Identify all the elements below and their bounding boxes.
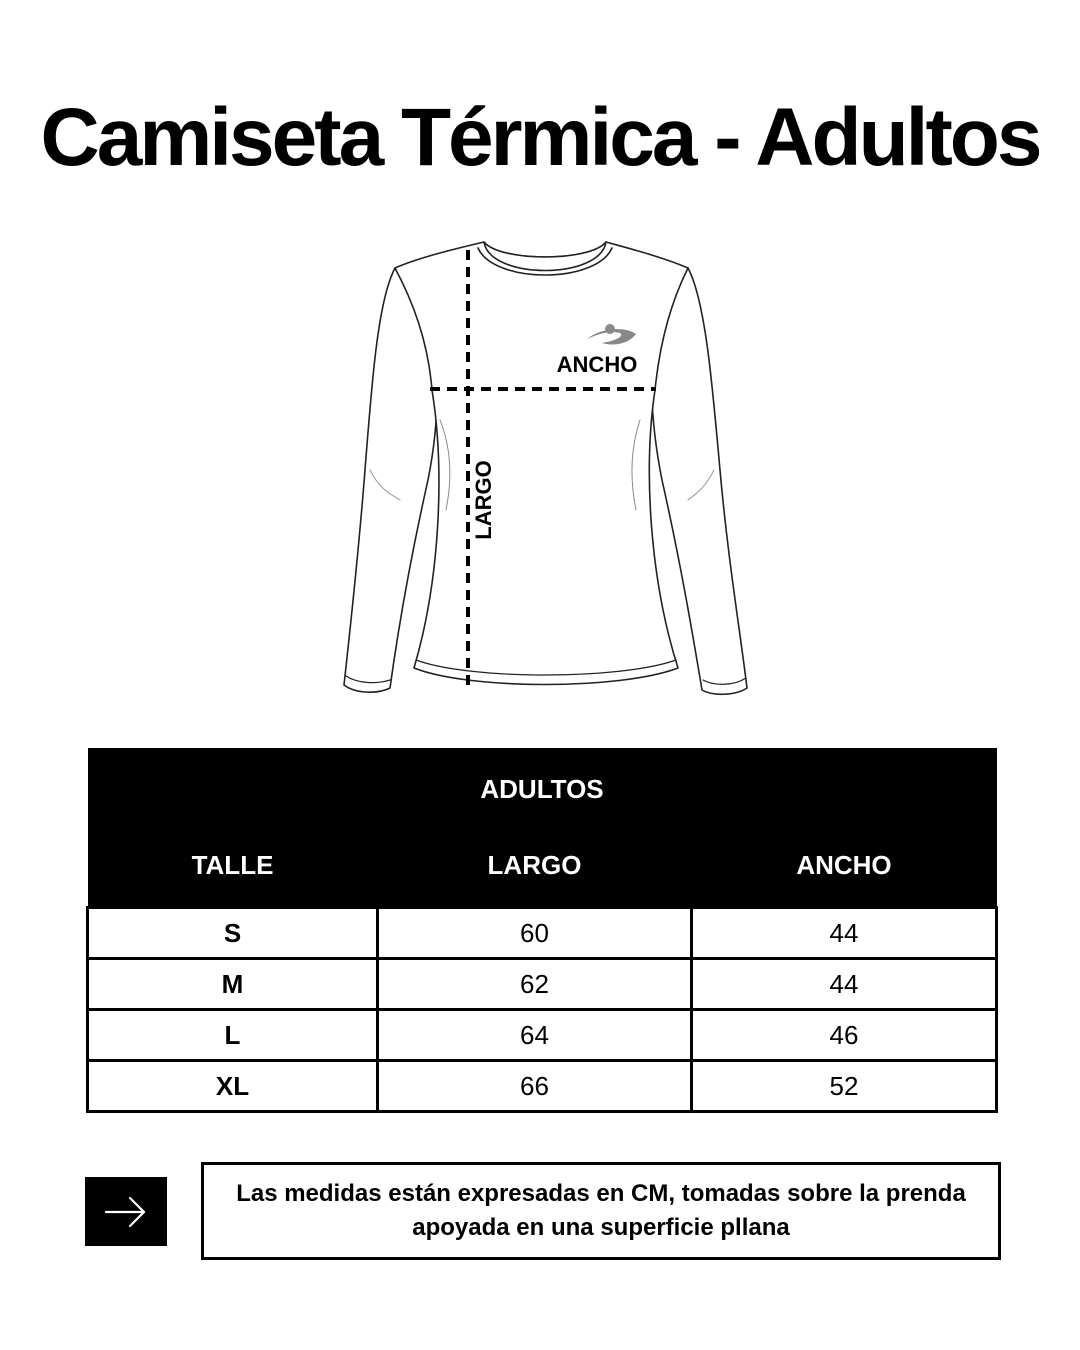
column-header-ancho: ANCHO bbox=[692, 827, 997, 908]
measurement-note bbox=[201, 1162, 1001, 1260]
table-row bbox=[88, 1061, 997, 1112]
size-cell: M bbox=[88, 959, 378, 1010]
size-cell: S bbox=[88, 908, 378, 959]
table-row bbox=[88, 908, 997, 959]
column-header-largo: LARGO bbox=[378, 827, 692, 908]
shirt-diagram bbox=[330, 230, 760, 710]
largo-cell: 64 bbox=[378, 1010, 692, 1061]
ancho-cell: 46 bbox=[692, 1010, 997, 1061]
table-row bbox=[88, 959, 997, 1010]
size-cell: XL bbox=[88, 1061, 378, 1112]
largo-cell: 66 bbox=[378, 1061, 692, 1112]
ancho-cell: 52 bbox=[692, 1061, 997, 1112]
width-label: ANCHO bbox=[556, 352, 638, 377]
page-title: Camiseta Térmica - Adultos bbox=[40, 92, 1040, 183]
measurement-note-text: Las medidas están expresadas en CM, tomadas sobre la prenda apoyada en una superficie pllana bbox=[236, 1180, 966, 1241]
table-row bbox=[88, 1010, 997, 1061]
largo-cell: 60 bbox=[378, 908, 692, 959]
ancho-cell: 44 bbox=[692, 908, 997, 959]
length-label: LARGO bbox=[471, 460, 496, 540]
arrow-right-icon bbox=[85, 1177, 167, 1246]
size-table bbox=[86, 748, 998, 1113]
size-cell: L bbox=[88, 1010, 378, 1061]
table-group-header: ADULTOS bbox=[88, 748, 997, 827]
column-header-talle: TALLE bbox=[88, 827, 378, 908]
largo-cell: 62 bbox=[378, 959, 692, 1010]
shirt-body bbox=[395, 242, 688, 685]
ancho-cell: 44 bbox=[692, 959, 997, 1010]
